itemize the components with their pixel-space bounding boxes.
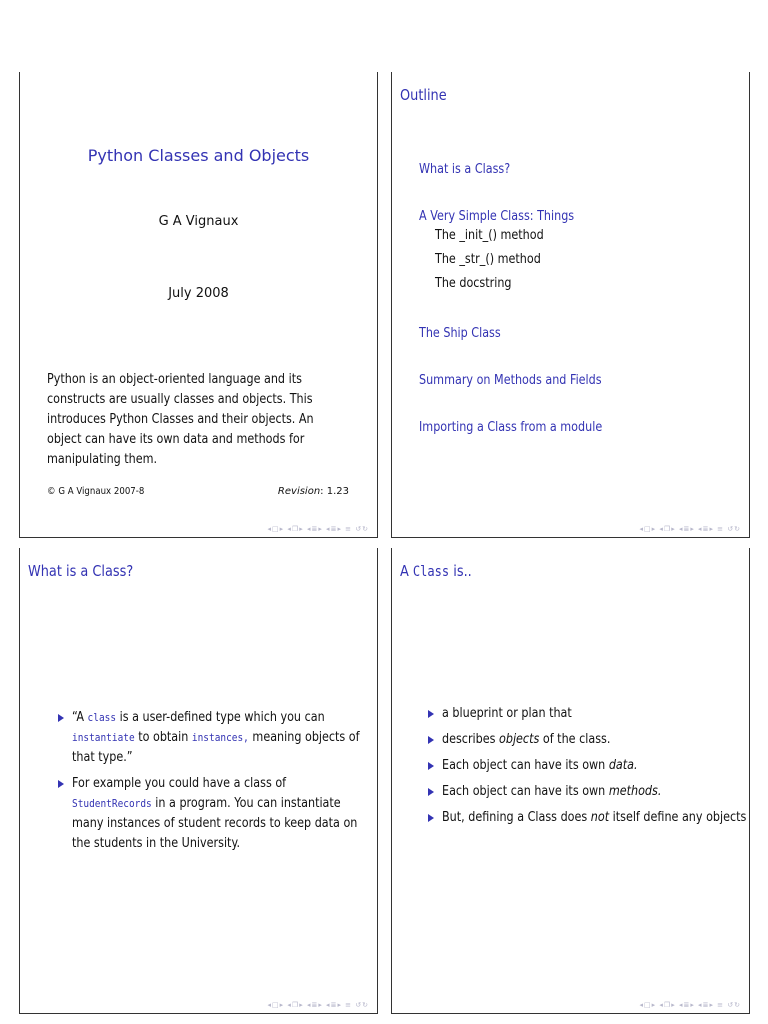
frame-title: What is a Class? xyxy=(28,562,134,580)
outline-section[interactable]: The Ship Class xyxy=(419,326,501,341)
bullet-triangle-icon xyxy=(428,814,434,822)
frame-title: A Class is.. xyxy=(400,562,472,580)
slide-a-class-is xyxy=(391,548,750,1014)
bullet-list xyxy=(428,704,747,834)
presentation-title: Python Classes and Objects xyxy=(87,146,310,165)
bullet-triangle-icon xyxy=(428,762,434,770)
outline-section[interactable]: What is a Class? xyxy=(419,162,511,177)
beamer-navigation-icons[interactable]: ◂□▸ ◂❐▸ ◂≣▸ ◂≣▸ ≡ ↺↻ xyxy=(639,525,741,533)
bullet-triangle-icon xyxy=(58,714,64,722)
revision: Revision: 1.23 xyxy=(277,486,349,497)
list-item: But, defining a Class does not itself define any objects xyxy=(428,808,738,828)
author: G A Vignaux xyxy=(158,214,239,229)
outline-list xyxy=(419,162,749,435)
bullet-triangle-icon xyxy=(428,788,434,796)
list-item: Each object can have its own methods. xyxy=(428,782,738,802)
list-item: Each object can have its own data. xyxy=(428,756,738,776)
bullet-list xyxy=(58,708,358,860)
list-item: For example you could have a class of StudentRecords in a program. You can instantiate many instances of student records to keep data on the students in the University. xyxy=(58,774,358,854)
outline-section[interactable]: Summary on Methods and Fields xyxy=(419,373,602,388)
list-item: a blueprint or plan that xyxy=(428,704,738,724)
outline-subsection[interactable]: The _str_() method xyxy=(435,252,541,267)
outline-section[interactable]: Importing a Class from a module xyxy=(419,420,603,435)
slide-outline xyxy=(391,72,750,538)
beamer-navigation-icons[interactable]: ◂□▸ ◂❐▸ ◂≣▸ ◂≣▸ ≡ ↺↻ xyxy=(267,525,369,533)
bullet-triangle-icon xyxy=(428,736,434,744)
outline-section[interactable]: A Very Simple Class: Things xyxy=(419,209,575,224)
outline-subsection[interactable]: The docstring xyxy=(435,276,512,291)
abstract: Python is an object-oriented language and its constructs are usually classes and objects. This introduces Python Classes and their objects. An object can have its own data and methods for manipulating them. xyxy=(47,372,314,467)
list-item: describes objects of the class. xyxy=(428,730,738,750)
copyright: © G A Vignaux 2007-8 xyxy=(47,486,145,497)
frame-title: Outline xyxy=(400,86,447,104)
bullet-triangle-icon xyxy=(428,710,434,718)
outline-subsection[interactable]: The _init_() method xyxy=(435,228,544,243)
slide-what-is-a-class xyxy=(19,548,378,1014)
bullet-triangle-icon xyxy=(58,780,64,788)
beamer-navigation-icons[interactable]: ◂□▸ ◂❐▸ ◂≣▸ ◂≣▸ ≡ ↺↻ xyxy=(267,1001,369,1009)
list-item: “A class is a user-defined type which you can instantiate to obtain instances, meaning objects of that type.” xyxy=(58,708,358,768)
date: July 2008 xyxy=(168,286,229,301)
beamer-navigation-icons[interactable]: ◂□▸ ◂❐▸ ◂≣▸ ◂≣▸ ≡ ↺↻ xyxy=(639,1001,741,1009)
slide-title xyxy=(19,72,378,538)
